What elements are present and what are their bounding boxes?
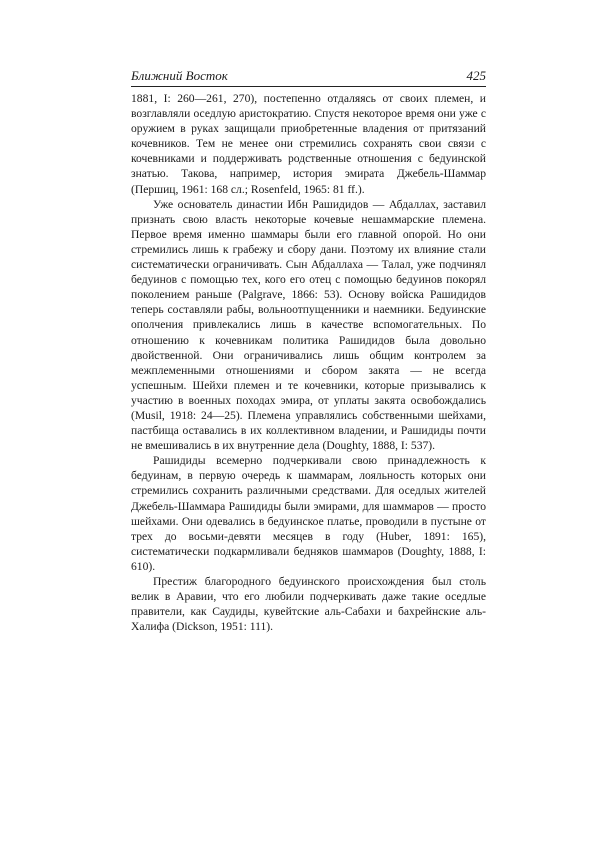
book-page [131, 68, 486, 634]
running-title: Ближний Восток [131, 68, 228, 83]
running-header [131, 68, 486, 87]
page-number: 425 [466, 68, 486, 83]
paragraph-2: Уже основатель династии Ибн Рашидидов — Абдаллах, заставил признать свою власть некоторые кочевые нешаммарские племена. Первое время именно шаммары были его главной опорой. Но они стремились лишь к грабежу и сбору дани. Поэтому их влияние стали систематически ограничивать. Сын Абдаллаха — Талал, уже подчинял бедуинов с помощью тех, кого его отец с помощью бедуинов покорял поколением раньше (Palgrave, 1866: 53). Основу войска Рашидидов теперь составляли рабы, вольноотпущенники и наемники. Бедуинские ополчения привлекались лишь в качестве вспомогательных. По отношению к кочевникам политика Рашидидов была довольно двойственной. Они ограничивались лишь общим контролем за межплеменными отношениями и сбором закята — не всегда успешным. Шейхи племен и те кочевники, которые призывались к участию в военных походах эмира, от уплаты закята освобождались (Musil, 1918: 24—25). Племена управлялись собственными шейхами, пастбища оставались в их коллективном владении, и Рашидиды почти не вмешивались в их внутренние дела (Doughty, 1888, I: 537). [131, 197, 486, 453]
paragraph-1: 1881, I: 260—261, 270), постепенно отдаляясь от своих племен, и возглавляли оседлую аристократию. Спустя некоторое время они уже с оружием в руках защищали приобретенные владения от притязаний кочевников. Тем не менее они стремились сохранять свои связи с кочевниками и поддерживать родственные отношения с бедуинской знатью. Такова, например, история эмирата Джебель-Шаммар (Першиц, 1961: 168 сл.; Rosenfeld, 1965: 81 ff.). [131, 92, 486, 196]
paragraph-3: Рашидиды всемерно подчеркивали свою принадлежность к бедуинам, в первую очередь к шаммарам, лояльность которых они стремились сохранить различными средствами. Для оседлых жителей Джебель-Шаммара Рашидиды были эмирами, для шаммаров — просто шейхами. Они одевались в бедуинское платье, проводили в пустыне от трех до восьми-девяти месяцев в году (Huber, 1891: 165), систематически подкармливали бедняков шаммаров (Doughty, 1888, I: 610). [131, 454, 486, 573]
body-text [131, 91, 486, 634]
paragraph-4: Престиж благородного бедуинского происхождения был столь велик в Аравии, что его любили подчеркивать даже такие оседлые правители, как Саудиды, кувейтские аль-Сабахи и бахрейнские аль-Халифа (Dickson, 1951: 111). [131, 575, 486, 634]
